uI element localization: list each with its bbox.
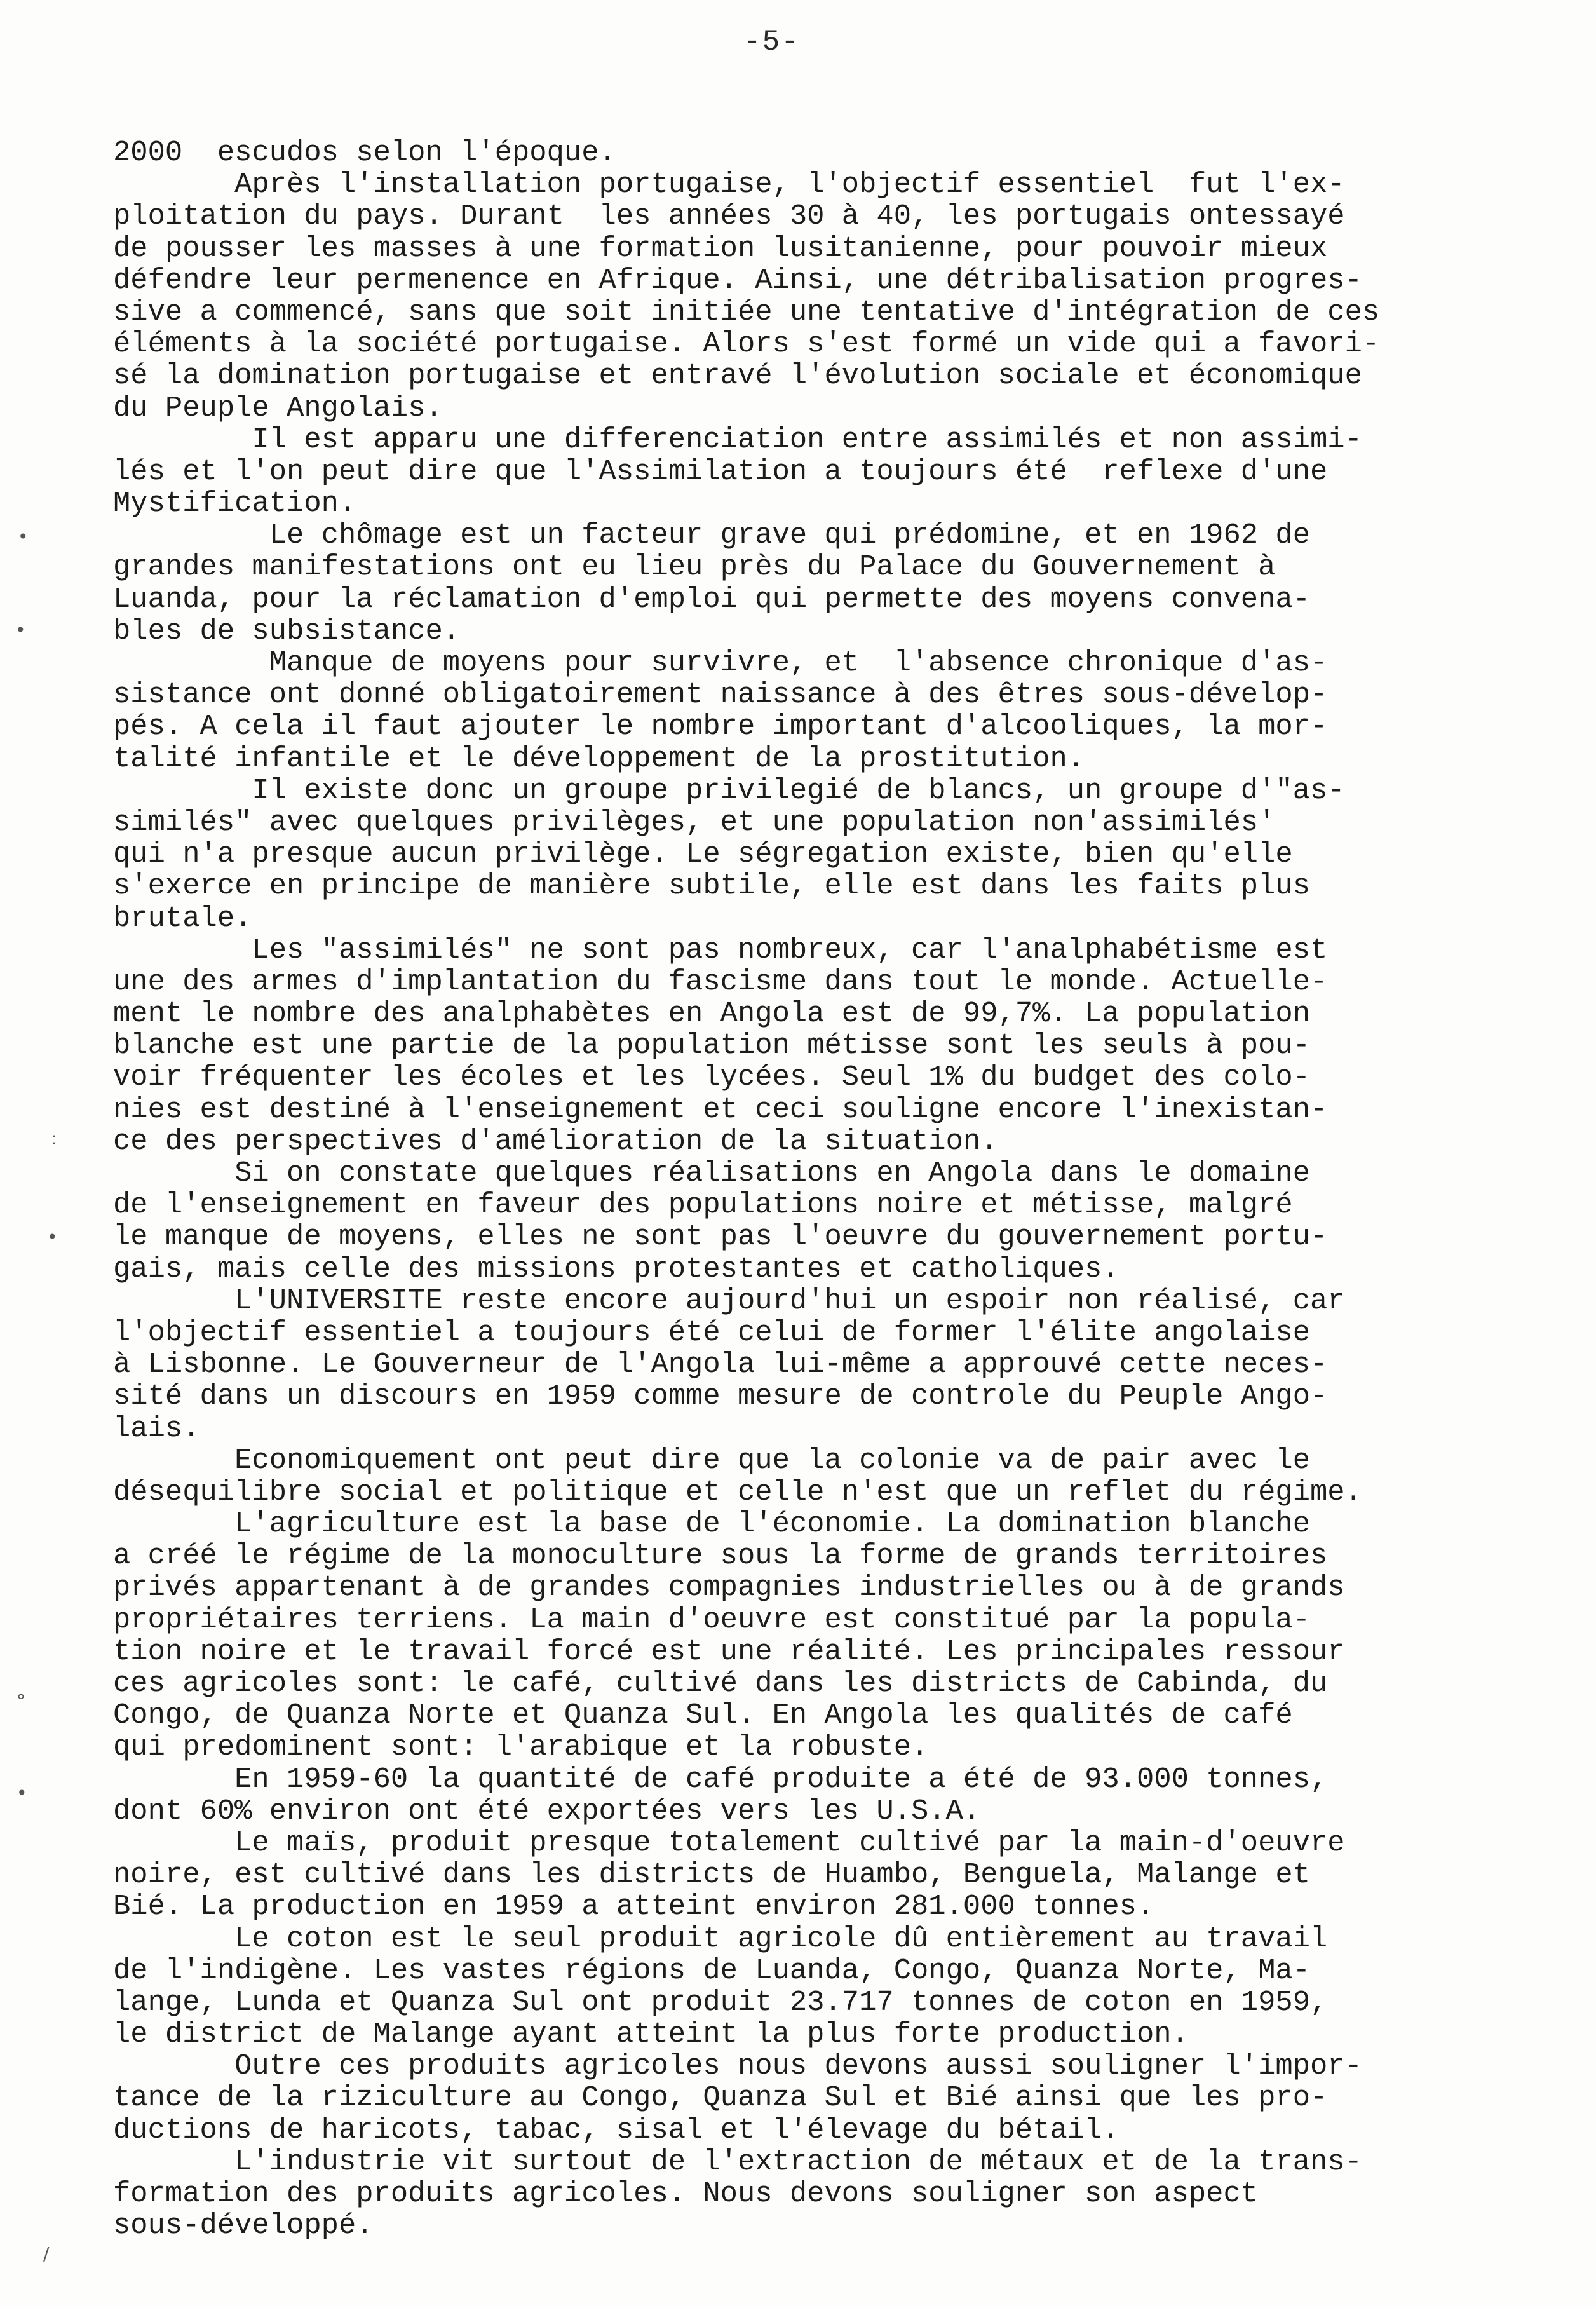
text-line: En 1959-60 la quantité de café produite a été de 93.000 tonnes,: [113, 1762, 1328, 1796]
text-line: de pousser les masses à une formation lusitanienne, pour pouvoir mieux: [113, 231, 1328, 265]
text-line: ce des perspectives d'amélioration de la situation.: [113, 1124, 998, 1158]
text-line: éléments à la société portugaise. Alors s'est formé un vide qui a favori-: [113, 327, 1380, 361]
text-line: brutale.: [113, 901, 252, 935]
text-line: bles de subsistance.: [113, 614, 461, 648]
text-line: gais, mais celle des missions protestantes et catholiques.: [113, 1252, 1119, 1286]
text-line: Le chômage est un facteur grave qui prédomine, et en 1962 de: [113, 519, 1311, 552]
typewritten-text: [113, 137, 1530, 2241]
text-line: Outre ces produits agricoles nous devons aussi souligner l'impor-: [113, 2049, 1362, 2083]
text-line: lange, Lunda et Quanza Sul ont produit 23.717 tonnes de coton en 1959,: [113, 1985, 1328, 2019]
text-line: du Peuple Angolais.: [113, 391, 443, 424]
text-line: tance de la riziculture au Congo, Quanza Sul et Bié ainsi que les pro-: [113, 2081, 1328, 2115]
text-line: sive a commencé, sans que soit initiée une tentative d'intégration de ces: [113, 295, 1380, 329]
text-line: Luanda, pour la réclamation d'emploi qui permette des moyens convena-: [113, 582, 1311, 616]
text-line: qui n'a presque aucun privilège. Le ségregation existe, bien qu'elle: [113, 838, 1293, 871]
text-line: sé la domination portugaise et entravé l'évolution sociale et économique: [113, 359, 1362, 393]
text-line: ductions de haricots, tabac, sisal et l'élevage du bétail.: [113, 2113, 1119, 2147]
text-line: Mystification.: [113, 487, 356, 520]
text-line: à Lisbonne. Le Gouverneur de l'Angola lui-même a approuvé cette neces-: [113, 1348, 1328, 1381]
text-line: Les "assimilés" ne sont pas nombreux, car l'analphabétisme est: [113, 933, 1328, 967]
page-number: -5-: [743, 25, 800, 58]
text-line: Le maïs, produit presque totalement cultivé par la main-d'oeuvre: [113, 1826, 1345, 1859]
text-line: Après l'installation portugaise, l'objectif essentiel fut l'ex-: [113, 168, 1345, 201]
margin-mark: •: [47, 1226, 58, 1247]
text-line: le manque de moyens, elles ne sont pas l'oeuvre du gouvernement portu-: [113, 1220, 1328, 1254]
text-line: L'agriculture est la base de l'économie. La domination blanche: [113, 1507, 1311, 1541]
text-line: L'UNIVERSITE reste encore aujourd'hui un espoir non réalisé, car: [113, 1284, 1345, 1317]
text-line: ces agricoles sont: le café, cultivé dans les districts de Cabinda, du: [113, 1667, 1328, 1700]
text-line: Economiquement ont peut dire que la colonie va de pair avec le: [113, 1443, 1311, 1477]
text-line: lais.: [113, 1411, 200, 1445]
text-line: ment le nombre des analphabètes en Angola est de 99,7%. La population: [113, 997, 1311, 1031]
text-line: de l'enseignement en faveur des populations noire et métisse, malgré: [113, 1188, 1293, 1222]
text-line: de l'indigène. Les vastes régions de Luanda, Congo, Quanza Norte, Ma-: [113, 1953, 1311, 1987]
margin-mark: •: [17, 1782, 27, 1803]
margin-mark: •: [18, 526, 29, 547]
margin-mark: /: [43, 2243, 50, 2264]
text-line: grandes manifestations ont eu lieu près du Palace du Gouvernement à: [113, 550, 1276, 584]
text-line: Bié. La production en 1959 a atteint environ 281.000 tonnes.: [113, 1890, 1154, 1924]
text-line: similés" avec quelques privilèges, et une population non'assimilés': [113, 805, 1276, 839]
text-line: l'objectif essentiel a toujours été celui de former l'élite angolaise: [113, 1315, 1311, 1349]
text-line: sité dans un discours en 1959 comme mesure de controle du Peuple Ango-: [113, 1380, 1328, 1413]
margin-mark: •: [15, 620, 26, 641]
text-line: a créé le régime de la monoculture sous la forme de grands territoires: [113, 1539, 1328, 1573]
text-line: désequilibre social et politique et celle n'est que un reflet du régime.: [113, 1475, 1362, 1509]
text-line: Congo, de Quanza Norte et Quanza Sul. En Angola les qualités de café: [113, 1699, 1293, 1732]
text-line: qui predominent sont: l'arabique et la robuste.: [113, 1730, 929, 1764]
text-line: voir fréquenter les écoles et les lycées. Seul 1% du budget des colo-: [113, 1061, 1311, 1094]
text-line: formation des produits agricoles. Nous devons souligner son aspect: [113, 2177, 1259, 2210]
text-line: Le coton est le seul produit agricole dû entièrement au travail: [113, 1922, 1328, 1955]
text-line: dont 60% environ ont été exportées vers les U.S.A.: [113, 1794, 981, 1828]
text-line: tion noire et le travail forcé est une réalité. Les principales ressour: [113, 1634, 1345, 1668]
text-line: propriétaires terriens. La main d'oeuvre est constitué par la popula-: [113, 1603, 1311, 1636]
text-line: 2000 escudos selon l'époque.: [113, 136, 616, 169]
text-line: Si on constate quelques réalisations en Angola dans le domaine: [113, 1157, 1311, 1190]
text-line: pés. A cela il faut ajouter le nombre important d'alcooliques, la mor-: [113, 710, 1328, 743]
text-line: Il est apparu une differenciation entre assimilés et non assimi-: [113, 423, 1362, 456]
text-line: Manque de moyens pour survivre, et l'absence chronique d'as-: [113, 646, 1328, 679]
text-line: L'industrie vit surtout de l'extraction de métaux et de la trans-: [113, 2145, 1362, 2178]
text-line: ploitation du pays. Durant les années 30 à 40, les portugais ontessayé: [113, 200, 1345, 233]
text-line: talité infantile et le développement de la prostitution.: [113, 742, 1085, 775]
text-line: nies est destiné à l'enseignement et ceci souligne encore l'inexistan-: [113, 1092, 1328, 1126]
text-line: blanche est une partie de la population métisse sont les seuls à pou-: [113, 1029, 1311, 1062]
text-line: sous-développé.: [113, 2209, 374, 2243]
text-line: le district de Malange ayant atteint la plus forte production.: [113, 2018, 1189, 2051]
text-line: lés et l'on peut dire que l'Assimilation a toujours été reflexe d'une: [113, 454, 1328, 488]
text-line: Il existe donc un groupe privilegié de blancs, un groupe d'"as-: [113, 773, 1345, 807]
text-line: noire, est cultivé dans les districts de Huambo, Benguela, Malange et: [113, 1858, 1311, 1892]
text-line: s'exerce en principe de manière subtile, elle est dans les faits plus: [113, 869, 1311, 903]
margin-mark: °: [17, 1690, 25, 1711]
text-line: défendre leur permenence en Afrique. Ainsi, une détribalisation progres-: [113, 263, 1362, 297]
margin-mark: :: [51, 1128, 57, 1149]
text-line: une des armes d'implantation du fascisme dans tout le monde. Actuelle-: [113, 965, 1328, 998]
text-line: privés appartenant à de grandes compagnies industrielles ou à de grands: [113, 1571, 1345, 1605]
text-line: sistance ont donné obligatoirement naissance à des êtres sous-dévelop-: [113, 678, 1328, 712]
